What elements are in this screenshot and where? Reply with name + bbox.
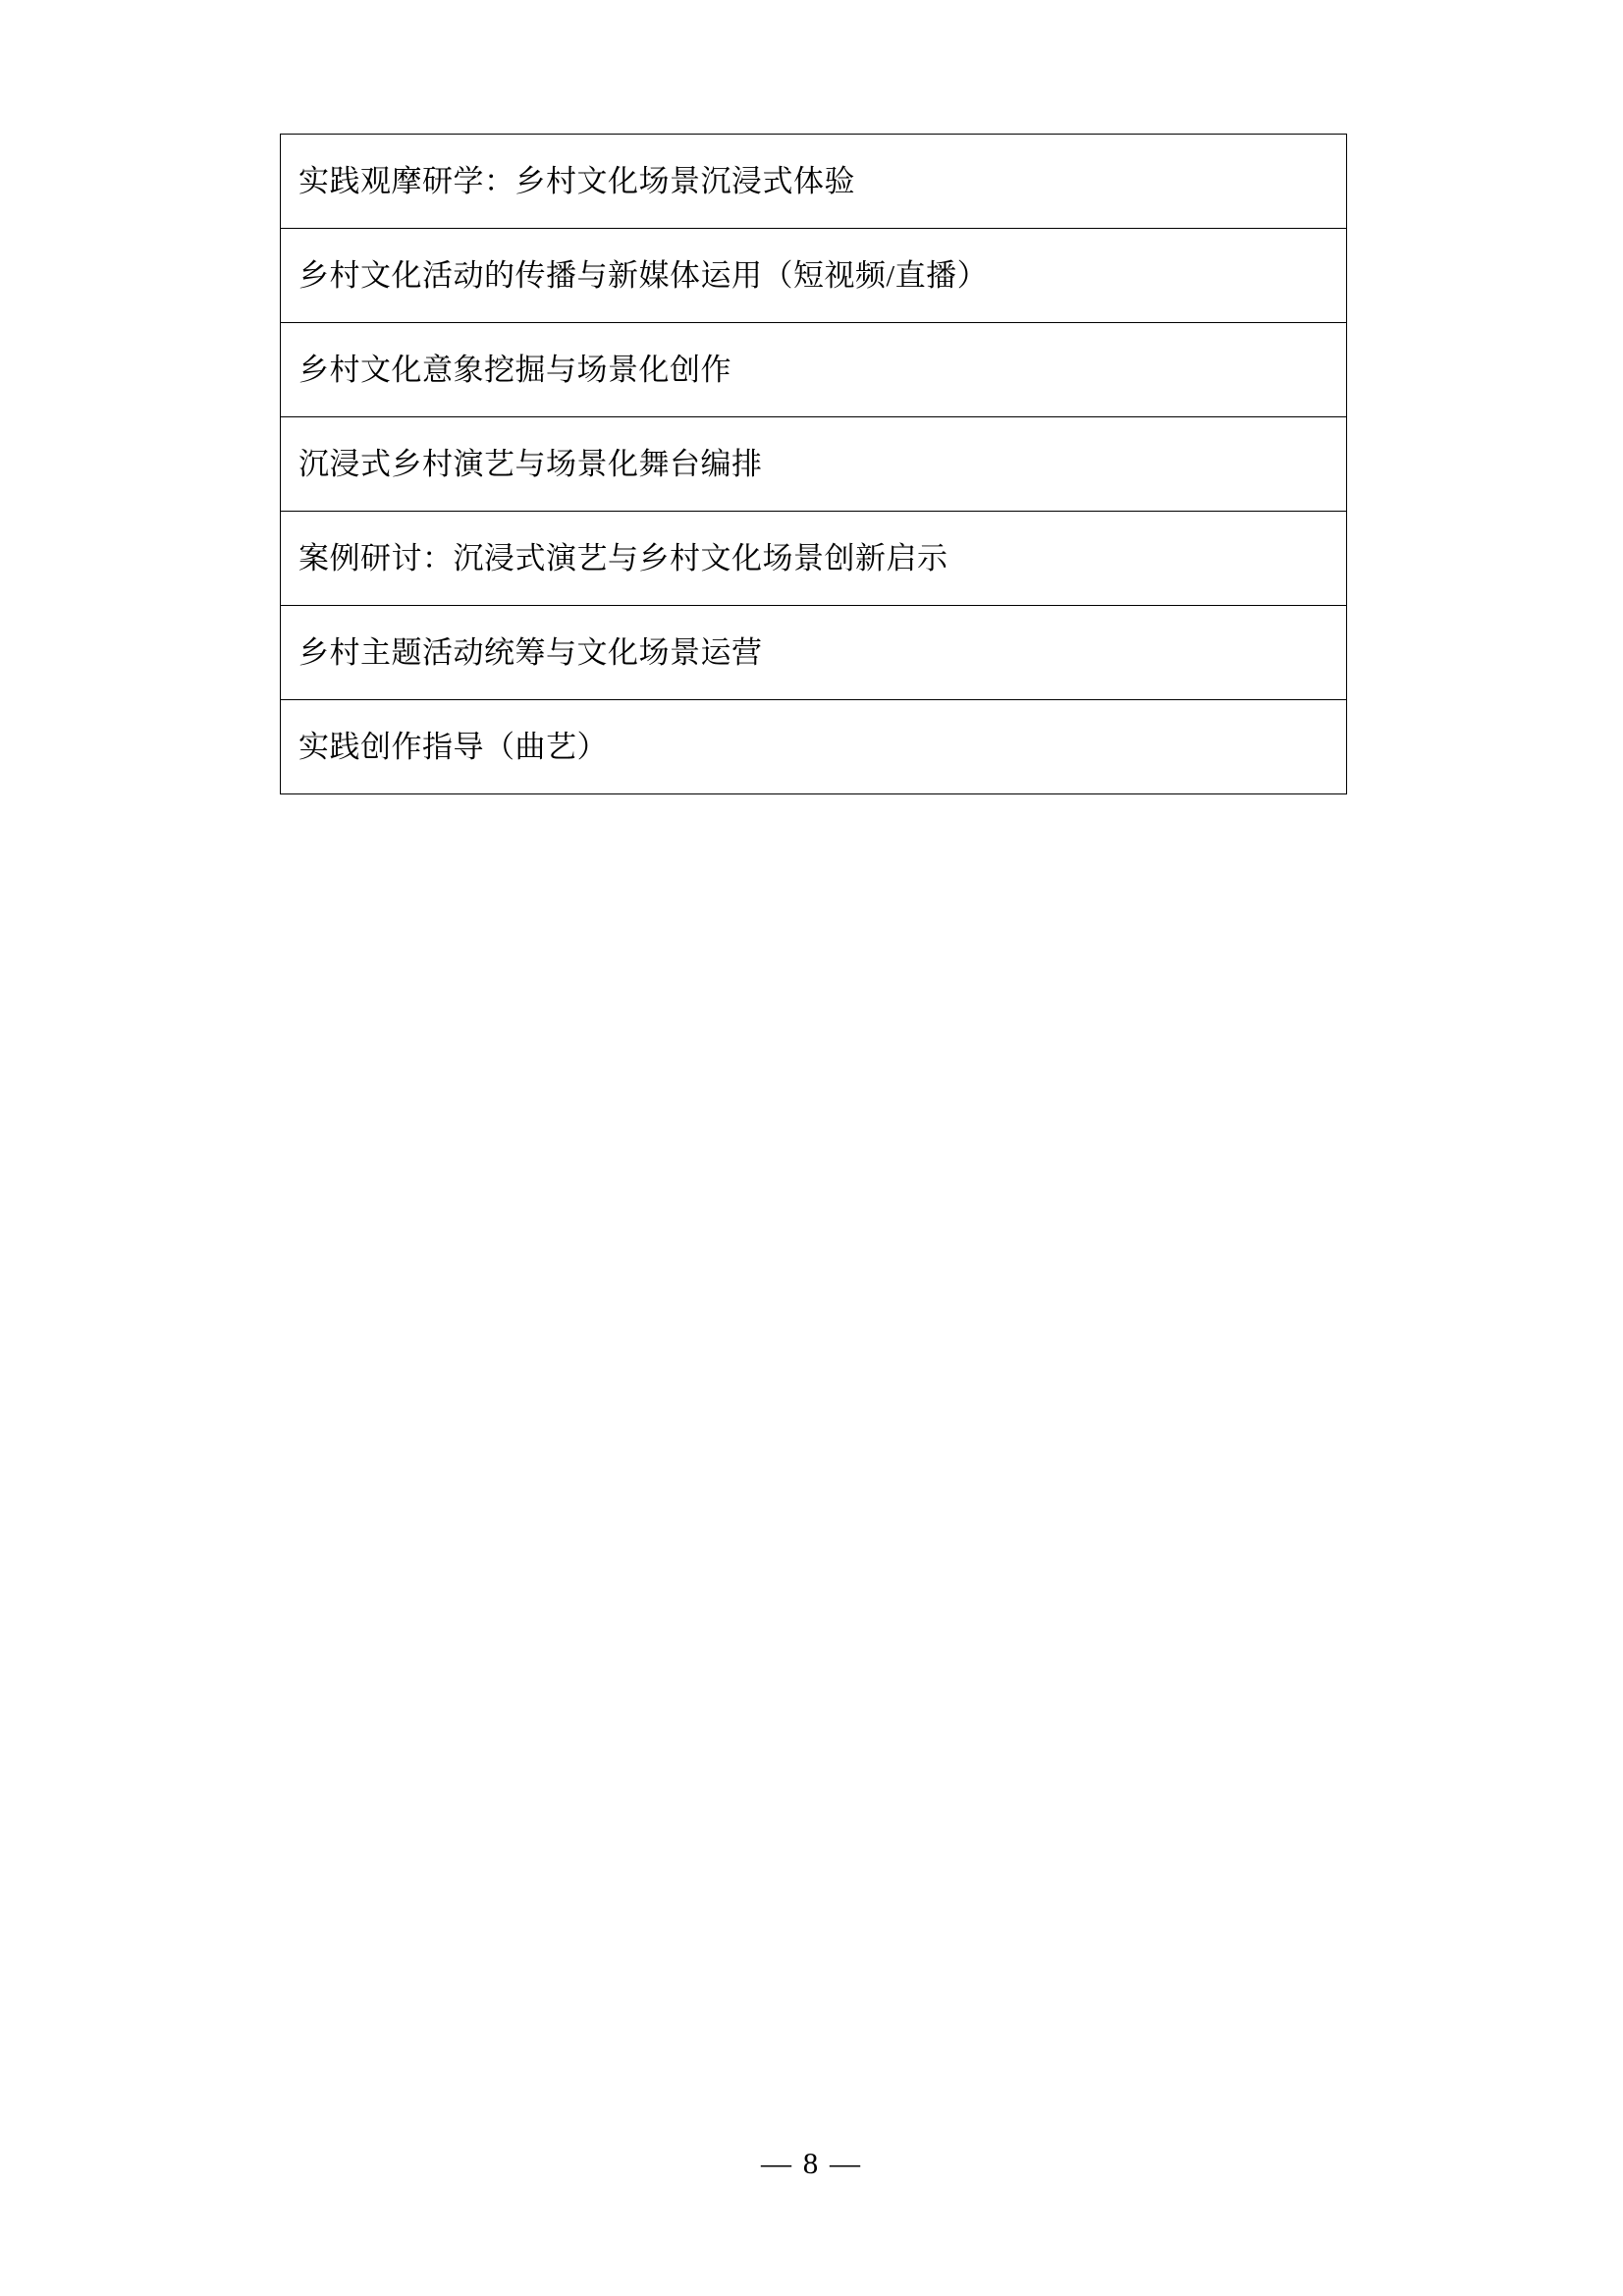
table-row <box>281 135 1347 229</box>
table-cell-course-name: 乡村主题活动统筹与文化场景运营 <box>281 606 1347 700</box>
table-cell-course-name: 实践创作指导（曲艺） <box>281 700 1347 794</box>
table-body <box>281 135 1347 794</box>
table-row <box>281 512 1347 606</box>
table-cell-course-name: 乡村文化活动的传播与新媒体运用（短视频/直播） <box>281 229 1347 323</box>
page-number: — 8 — <box>761 2146 862 2180</box>
table-row <box>281 229 1347 323</box>
table-cell-course-name: 案例研讨：沉浸式演艺与乡村文化场景创新启示 <box>281 512 1347 606</box>
table-cell-course-name: 实践观摩研学：乡村文化场景沉浸式体验 <box>281 135 1347 229</box>
table-cell-course-name: 沉浸式乡村演艺与场景化舞台编排 <box>281 417 1347 512</box>
table-row <box>281 606 1347 700</box>
course-schedule-table <box>280 134 1347 794</box>
table-row <box>281 417 1347 512</box>
table-row <box>281 700 1347 794</box>
table-row <box>281 323 1347 417</box>
table-cell-course-name: 乡村文化意象挖掘与场景化创作 <box>281 323 1347 417</box>
